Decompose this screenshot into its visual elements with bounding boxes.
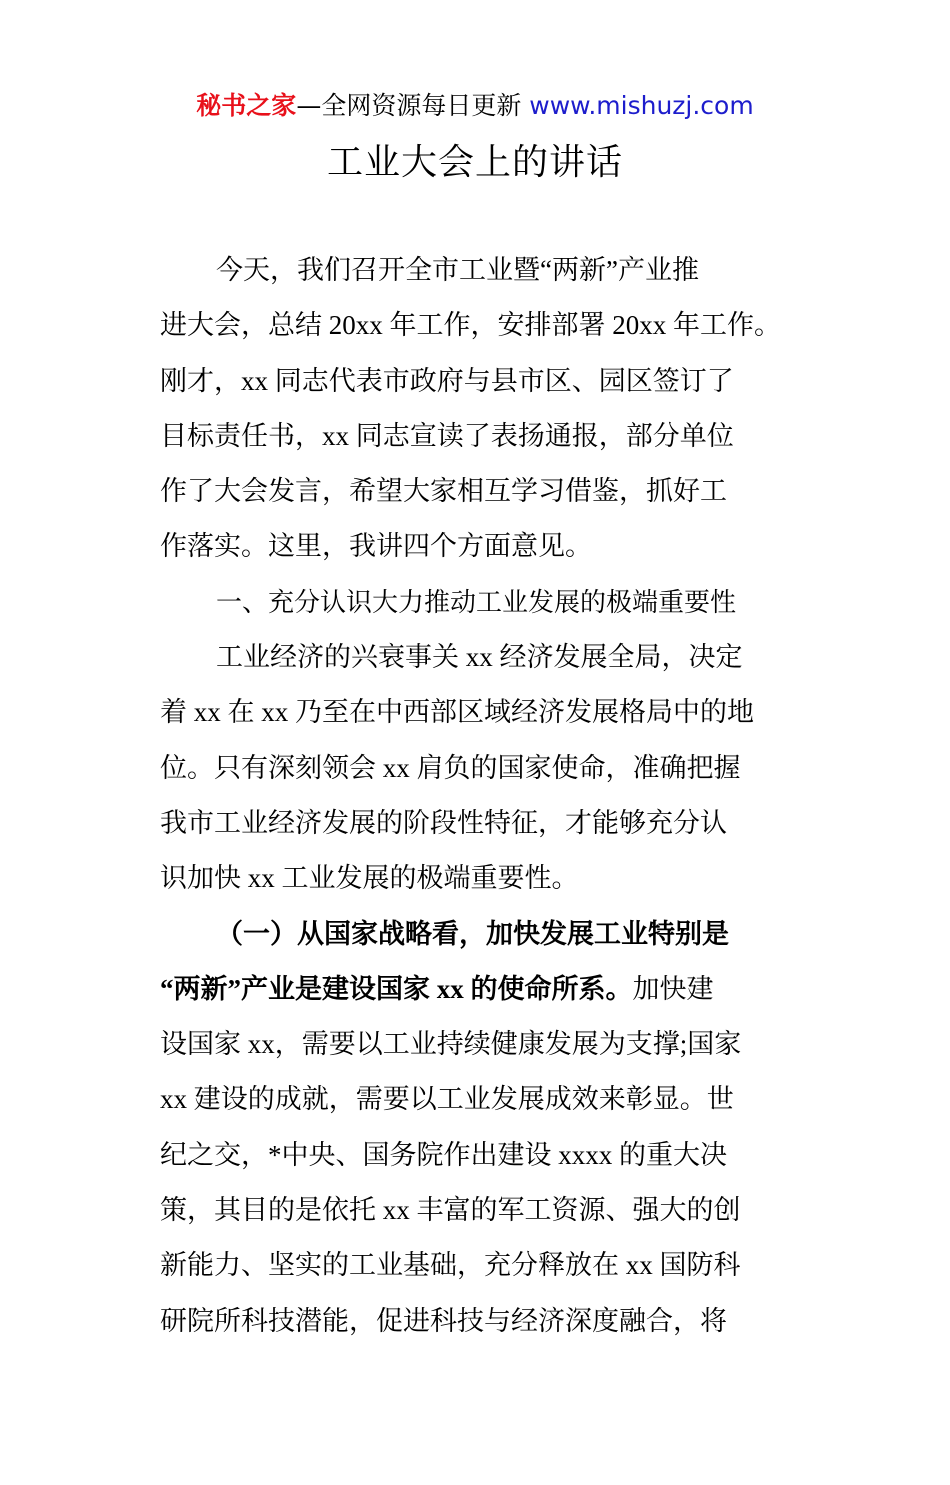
body-line: 位。只有深刻领会 xx 肩负的国家使命，准确把握 — [160, 752, 741, 783]
site-header — [0, 88, 950, 124]
body-line: 着 xx 在 xx 乃至在中西部区域经济发展格局中的地 — [160, 697, 754, 728]
body-line: 作落实。这里，我讲四个方面意见。 — [160, 531, 592, 562]
body-line: 识加快 xx 工业发展的极端重要性。 — [160, 863, 579, 894]
body-line: xx 建设的成就，需要以工业发展成效来彰显。世 — [160, 1084, 734, 1115]
body-line: 策，其目的是依托 xx 丰富的军工资源、强大的创 — [160, 1195, 741, 1226]
body-line: 工业经济的兴衰事关 xx 经济发展全局，决定 — [216, 642, 743, 673]
body-line: 今天，我们召开全市工业暨“两新”产业推 — [216, 255, 699, 285]
subsection-heading-continued: “两新”产业是建设国家 xx 的使命所系。 — [160, 973, 633, 1004]
body-line: 目标责任书，xx 同志宣读了表扬通报，部分单位 — [160, 420, 734, 451]
body-line-continued: 加快建 — [632, 973, 714, 1004]
site-url[interactable]: www.mishuzj.com — [529, 91, 754, 120]
site-tagline: —全网资源每日更新 — [296, 91, 522, 120]
body-line: 研院所科技潜能，促进科技与经济深度融合，将 — [160, 1305, 727, 1336]
brand-name: 秘书之家 — [196, 91, 297, 120]
body-line — [160, 962, 780, 1017]
body-line: 我市工业经济发展的阶段性特征，才能够充分认 — [160, 807, 727, 838]
body-line: 刚才，xx 同志代表市政府与县市区、园区签订了 — [160, 365, 734, 396]
document-body — [160, 243, 780, 1349]
subsection-heading: （一）从国家战略看，加快发展工业特别是 — [216, 918, 729, 949]
section-heading: 一、充分认识大力推动工业发展的极端重要性 — [216, 587, 737, 617]
document-title: 工业大会上的讲话 — [326, 142, 623, 183]
body-line: 作了大会发言，希望大家相互学习借鉴，抓好工 — [160, 476, 727, 507]
body-line: 设国家 xx，需要以工业持续健康发展为支撑;国家 — [160, 1029, 742, 1060]
body-line: 进大会，总结 20xx 年工作，安排部署 20xx 年工作。 — [160, 310, 781, 341]
body-line: 纪之交，*中央、国务院作出建设 xxxx 的重大决 — [160, 1139, 727, 1170]
body-line: 新能力、坚实的工业基础，充分释放在 xx 国防科 — [160, 1250, 741, 1281]
